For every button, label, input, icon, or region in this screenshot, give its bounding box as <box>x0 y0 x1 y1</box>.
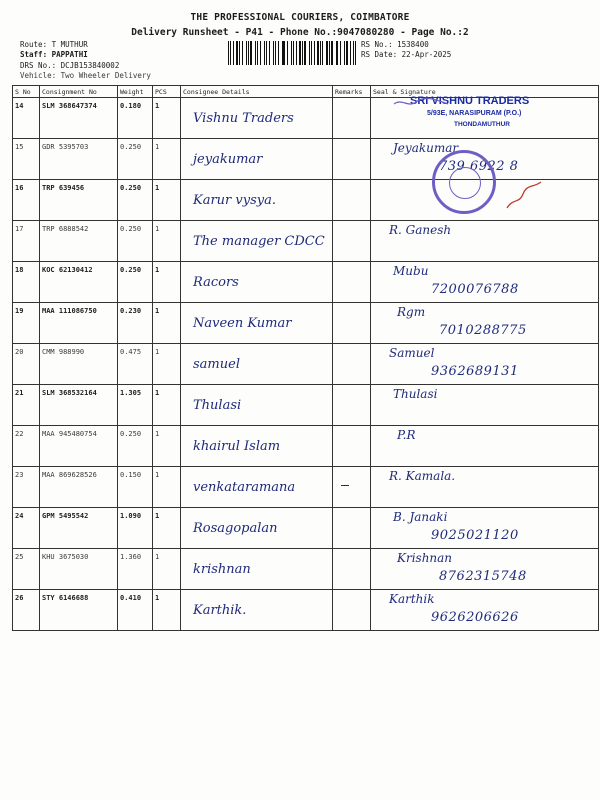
pieces-count: 1 <box>155 307 160 315</box>
weight-value: 0.475 <box>120 348 142 356</box>
barcode <box>228 41 358 65</box>
table-row <box>13 344 599 385</box>
consignment-number: STY 6146688 <box>42 594 89 602</box>
pieces-count: 1 <box>155 594 160 602</box>
barcode-bar <box>233 41 234 65</box>
col-weight: Weight <box>118 86 153 98</box>
drs-number: DRS No.: DCJB153840002 <box>20 61 120 70</box>
serial-number: 25 <box>15 553 24 561</box>
company-title: THE PROFESSIONAL COURIERS, COIMBATORE <box>190 12 410 23</box>
serial-number: 21 <box>15 389 24 397</box>
barcode-bar <box>236 41 238 65</box>
barcode-bar <box>246 41 247 65</box>
signature-handwritten: R. Ganesh <box>389 223 452 237</box>
consignee-handwritten: Thulasi <box>193 398 242 413</box>
barcode-bar <box>353 41 354 65</box>
runsheet-subtitle: Delivery Runsheet - P41 - Phone No.:9047080280 - Page No.:2 <box>131 27 469 38</box>
consignee-handwritten: Rosagopalan <box>193 521 278 536</box>
signature-handwritten: Karthik <box>389 592 435 606</box>
weight-value: 0.250 <box>120 143 142 151</box>
serial-number: 14 <box>15 102 24 110</box>
barcode-bar <box>260 41 261 65</box>
barcode-bar <box>250 41 251 65</box>
barcode-bar <box>273 41 274 65</box>
consignment-number: TRP 639456 <box>42 184 85 192</box>
consignment-number: KOC 62130412 <box>42 266 93 274</box>
barcode-bar <box>269 41 271 65</box>
consignee-handwritten: Vishnu Traders <box>193 111 294 126</box>
serial-number: 19 <box>15 307 24 315</box>
barcode-bar <box>278 41 279 65</box>
serial-number: 26 <box>15 594 24 602</box>
consignee-handwritten: Naveen Kumar <box>193 316 292 331</box>
pieces-count: 1 <box>155 553 160 561</box>
barcode-bar <box>309 41 310 65</box>
barcode-bar <box>228 41 229 65</box>
barcode-bar <box>344 41 345 65</box>
consignee-handwritten: venkataramana <box>193 480 296 495</box>
weight-value: 0.180 <box>120 102 142 110</box>
barcode-bar <box>326 41 328 65</box>
pieces-count: 1 <box>155 102 160 110</box>
barcode-bar <box>311 41 312 65</box>
pieces-count: 1 <box>155 471 160 479</box>
barcode-bar <box>293 41 294 65</box>
barcode-bar <box>314 41 315 65</box>
table-row <box>13 590 599 631</box>
weight-value: 1.305 <box>120 389 142 397</box>
rs-number: RS No.: 1538400 <box>361 40 429 49</box>
barcode-bar <box>248 41 249 65</box>
remark-dash <box>341 485 349 486</box>
vehicle-label: Vehicle: Two Wheeler Delivery <box>20 71 151 80</box>
signature-handwritten: Rgm <box>397 305 426 319</box>
consignment-number: GPM 5495542 <box>42 512 89 520</box>
weight-value: 1.360 <box>120 553 142 561</box>
consignment-number: SLM 368647374 <box>42 102 97 110</box>
signature-handwritten: Thulasi <box>393 387 438 401</box>
barcode-bar <box>282 41 283 65</box>
weight-value: 0.230 <box>120 307 142 315</box>
receiver-phone: 7200076788 <box>431 282 519 297</box>
col-remarks: Remarks <box>333 86 371 98</box>
route-label: Route: T MUTHUR <box>20 40 88 49</box>
serial-number: 20 <box>15 348 24 356</box>
barcode-bar <box>257 41 258 65</box>
stamp-name: SRI VISHNU TRADERS <box>410 95 530 107</box>
rs-date: RS Date: 22-Apr-2025 <box>361 50 452 59</box>
serial-number: 18 <box>15 266 24 274</box>
barcode-bar <box>302 41 303 65</box>
consignee-handwritten: krishnan <box>193 562 251 577</box>
serial-number: 16 <box>15 184 24 192</box>
pieces-count: 1 <box>155 512 160 520</box>
meta-left <box>20 40 151 81</box>
consignment-number: TRP 6888542 <box>42 225 89 233</box>
pieces-count: 1 <box>155 184 160 192</box>
serial-number: 24 <box>15 512 24 520</box>
consignee-handwritten: jeyakumar <box>193 152 263 167</box>
table-row <box>13 303 599 344</box>
purple-scribble <box>392 96 452 110</box>
meta-right <box>361 40 451 60</box>
table-row <box>13 426 599 467</box>
consignment-number: CMM 988990 <box>42 348 85 356</box>
barcode-bar <box>296 41 297 65</box>
weight-value: 0.410 <box>120 594 142 602</box>
receiver-phone: 9362689131 <box>431 364 519 379</box>
serial-number: 23 <box>15 471 24 479</box>
barcode-bar <box>283 41 284 65</box>
consignment-number: MAA 869628526 <box>42 471 97 479</box>
table-row <box>13 549 599 590</box>
signature-handwritten: Jeyakumar <box>393 141 459 155</box>
receiver-phone: 739 6922 8 <box>439 159 519 174</box>
pieces-count: 1 <box>155 143 160 151</box>
signature-handwritten: R. Kamala. <box>389 469 456 483</box>
signature-handwritten: Krishnan <box>397 551 453 565</box>
table-row <box>13 385 599 426</box>
runsheet-table <box>12 85 599 631</box>
barcode-bar <box>266 41 267 65</box>
barcode-bar <box>287 41 289 65</box>
barcode-bar <box>350 41 351 65</box>
barcode-bar <box>291 41 292 65</box>
barcode-bar <box>242 41 243 65</box>
consignment-number: GDR 5395703 <box>42 143 89 151</box>
signature-handwritten: P.R <box>397 428 416 442</box>
col-seal-signature: Seal & Signature <box>371 86 599 98</box>
serial-number: 22 <box>15 430 24 438</box>
pieces-count: 1 <box>155 389 160 397</box>
receiver-phone: 9025021120 <box>431 528 519 543</box>
table-row <box>13 262 599 303</box>
stamp-town: THONDAMUTHUR <box>454 121 510 128</box>
consignee-handwritten: samuel <box>193 357 240 372</box>
staff-label: Staff: PAPPATHI <box>20 50 88 59</box>
signature-handwritten: Mubu <box>393 264 429 278</box>
col-pcs: PCS <box>153 86 181 98</box>
weight-value: 0.250 <box>120 225 142 233</box>
consignee-handwritten: Racors <box>193 275 239 290</box>
barcode-bar <box>320 41 321 65</box>
consignee-handwritten: Karthik. <box>193 603 247 618</box>
col-sno: S No <box>13 86 40 98</box>
barcode-bar <box>264 41 265 65</box>
consignment-number: MAA 111086750 <box>42 307 97 315</box>
barcode-bar <box>329 41 330 65</box>
consignment-number: MAA 945480754 <box>42 430 97 438</box>
serial-number: 15 <box>15 143 24 151</box>
consignee-handwritten: The manager CDCC <box>193 234 325 249</box>
barcode-bar <box>346 41 348 65</box>
stamp-address: 5/93E, NARASIPURAM (P.O.) <box>427 110 522 117</box>
barcode-bar <box>337 41 338 65</box>
weight-value: 0.150 <box>120 471 142 479</box>
signature-handwritten: B. Janaki <box>393 510 448 524</box>
table-row <box>13 139 599 180</box>
col-consignment: Consignment No <box>40 86 118 98</box>
barcode-bar <box>239 41 240 65</box>
pieces-count: 1 <box>155 348 160 356</box>
barcode-bar <box>336 41 337 65</box>
consignee-handwritten: Karur vysya. <box>193 193 276 208</box>
weight-value: 1.090 <box>120 512 142 520</box>
receiver-phone: 9626206626 <box>431 610 519 625</box>
barcode-bar <box>340 41 341 65</box>
table-row <box>13 221 599 262</box>
red-ink-scribble <box>505 178 545 218</box>
weight-value: 0.250 <box>120 184 142 192</box>
barcode-bar <box>275 41 276 65</box>
barcode-bar <box>299 41 300 65</box>
barcode-bar <box>355 41 356 65</box>
signature-handwritten: Samuel <box>389 346 435 360</box>
receiver-phone: 8762315748 <box>439 569 527 584</box>
table-row <box>13 467 599 508</box>
weight-value: 0.250 <box>120 430 142 438</box>
serial-number: 17 <box>15 225 24 233</box>
pieces-count: 1 <box>155 225 160 233</box>
receiver-phone: 7010288775 <box>439 323 527 338</box>
weight-value: 0.250 <box>120 266 142 274</box>
col-consignee: Consignee Details <box>181 86 333 98</box>
consignee-handwritten: khairul Islam <box>193 439 281 454</box>
barcode-bar <box>331 41 332 65</box>
consignment-number: SLM 368532164 <box>42 389 97 397</box>
pieces-count: 1 <box>155 430 160 438</box>
bank-seal <box>432 150 496 214</box>
barcode-bar <box>304 41 306 65</box>
barcode-bar <box>230 41 231 65</box>
table-row <box>13 508 599 549</box>
barcode-bar <box>322 41 323 65</box>
barcode-bar <box>255 41 257 65</box>
consignment-number: KHU 3675030 <box>42 553 89 561</box>
pieces-count: 1 <box>155 266 160 274</box>
barcode-bar <box>317 41 318 65</box>
